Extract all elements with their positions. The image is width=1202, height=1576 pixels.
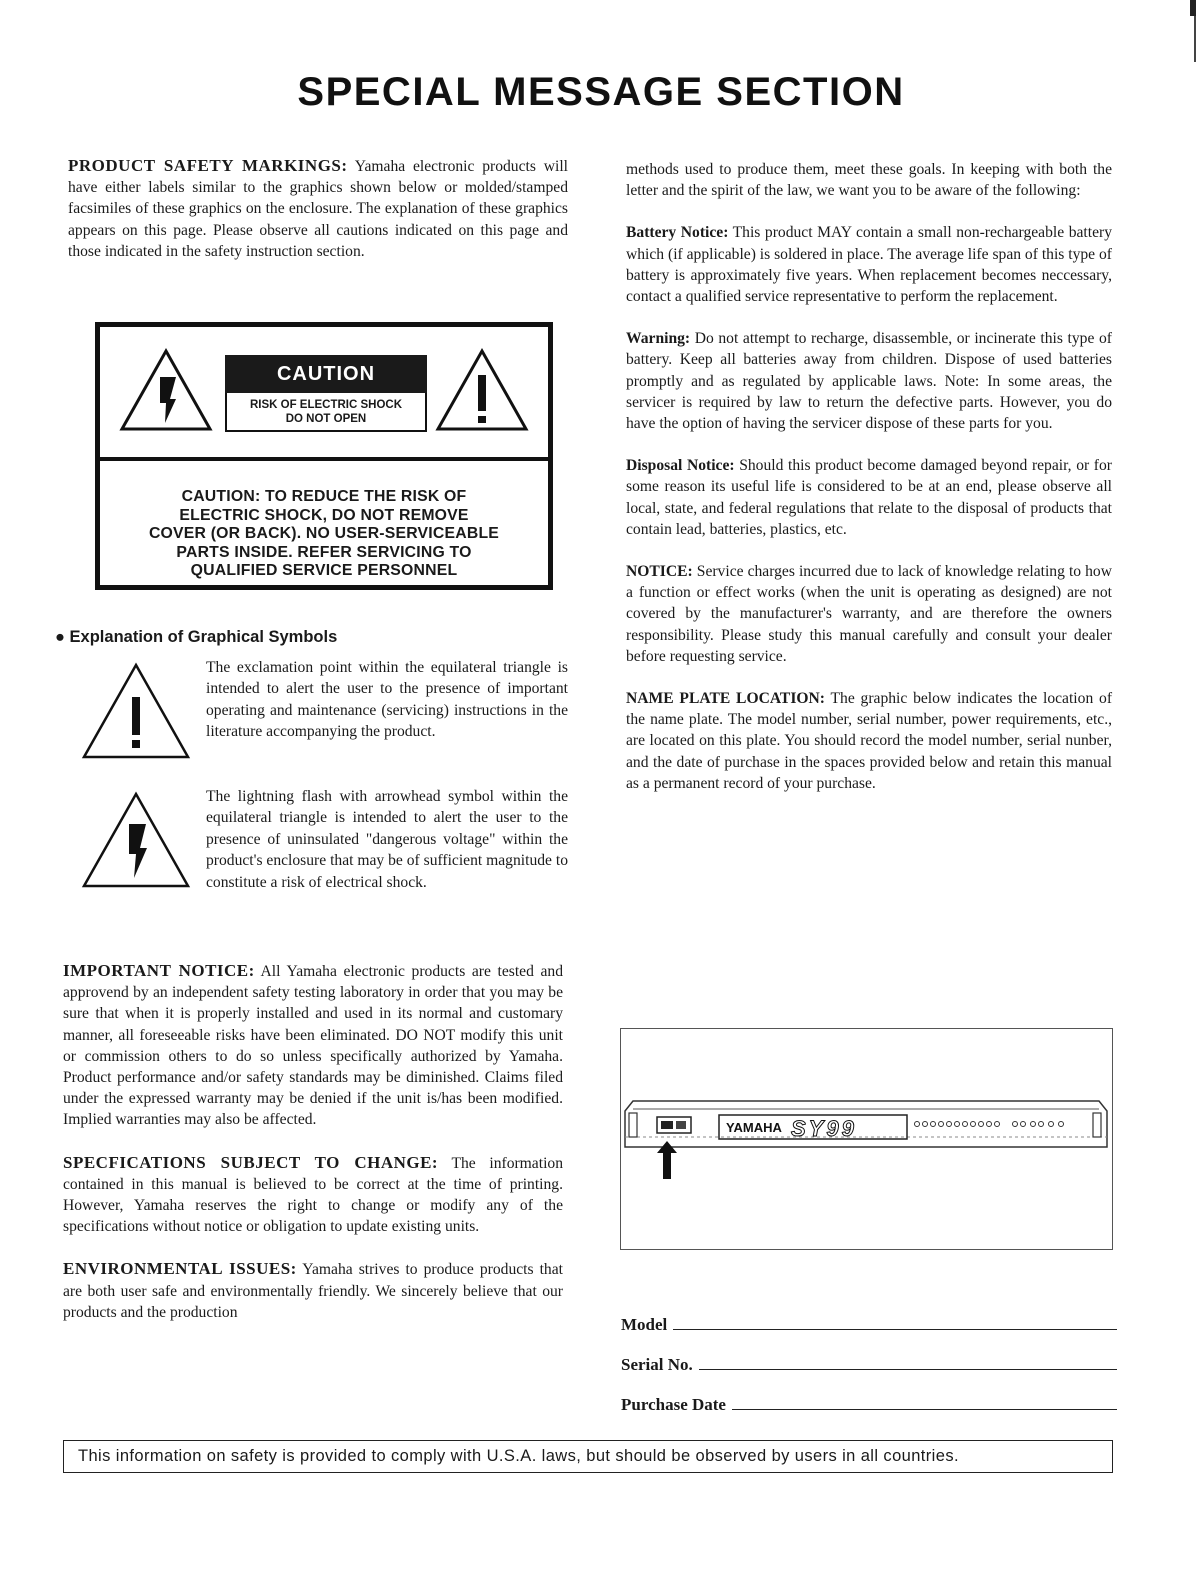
nameplate-text: The graphic below indicates the location of the name plate. The model number, serial number, power requirements, etc., are located on this plate. You should record the model number, serial nunber, and the date of purchase in the spaces provided below and retain this manual as a permanent record of your purchase. [626, 690, 1113, 792]
plate-model: SY99 [791, 1116, 857, 1141]
page-mark [1190, 0, 1196, 16]
important-notice-paragraph [63, 960, 563, 1131]
purchase-date-field[interactable] [621, 1375, 1121, 1415]
exclamation-triangle-icon [434, 347, 530, 433]
record-fields [621, 1295, 1121, 1415]
warning-paragraph [626, 328, 1112, 434]
model-line[interactable] [673, 1329, 1117, 1330]
environmental-paragraph [63, 1258, 563, 1323]
product-safety-text: Yamaha electronic products will have either labels similar to the graphics shown below or molded/stamped facsimiles of these graphics on the enclosure. The explanation of these graphics appears on this page. Please observe all cautions indicated on this page and those indicated in the safety instruction section. [68, 158, 568, 260]
left-column-bottom [63, 960, 563, 1344]
disposal-lead: Disposal Notice: [626, 457, 735, 475]
symbols-heading: ● Explanation of Graphical Symbols [55, 628, 338, 646]
lightning-triangle-icon [118, 347, 214, 433]
plate-brand: YAMAHA [726, 1120, 782, 1135]
notice-text: Service charges incurred due to lack of knowledge relating to how a function or effect works (when the unit is operating as designed) are not covered by the manufacturer's warranty, and are therefore the owners responsibility. Please study this manual carefully and consult your dealer before requesting service. [626, 563, 1112, 665]
left-column-top [68, 155, 568, 283]
caution-label [225, 355, 427, 432]
caution-sub-line1: RISK OF ELECTRIC SHOCK [249, 399, 403, 411]
important-notice-text: All Yamaha electronic products are tested and approvend by an independent safety testing laboratory in order that you may be sure that when it is properly installed and used in its normal and customary manner, all foreseeable risks have been eliminated. DO NOT modify this unit or commission others to do so unless specifically authorized by Yamaha. Product performance and/or safety standards may be diminished. Claims filed under the expressed warranty may be denied if the unit is/has been modified. Implied warranties may also be affected. [63, 963, 563, 1129]
disposal-paragraph [626, 455, 1112, 540]
specs-lead: SPECFICATIONS SUBJECT TO CHANGE: [63, 1152, 439, 1172]
continued-paragraph: methods used to produce them, meet these goals. In keeping with both the letter and the spirit of the law, we want you to be aware of the following: [626, 161, 1112, 200]
synth-rear-panel-illustration [621, 1029, 1111, 1248]
caution-text-line3: COVER (OR BACK). NO USER-SERVICEABLE [148, 525, 500, 543]
product-safety-paragraph [68, 155, 568, 262]
caution-text-line2: ELECTRIC SHOCK, DO NOT REMOVE [179, 506, 469, 524]
purchase-date-line[interactable] [732, 1409, 1117, 1410]
model-field[interactable] [621, 1295, 1121, 1335]
nameplate-lead: NAME PLATE LOCATION: [626, 690, 825, 708]
battery-paragraph [626, 222, 1112, 307]
product-safety-lead: PRODUCT SAFETY MARKINGS: [68, 156, 348, 175]
footer-notice: This information on safety is provided to comply with U.S.A. laws, but should be observed by users in all countries. [63, 1440, 1113, 1473]
page-title: SPECIAL MESSAGE SECTION [297, 70, 905, 114]
exclamation-explanation [68, 657, 568, 743]
caution-head: CAUTION [225, 355, 427, 393]
right-column [626, 159, 1112, 815]
serial-field[interactable] [621, 1335, 1121, 1375]
important-notice-lead: IMPORTANT NOTICE: [63, 961, 255, 980]
disposal-text: Should this product become damaged beyond repair, or for some reason its useful life is considered to be at an end, please observe all local, state, and federal regulations that relate to the disposal of products that contain lead, batteries, plastics, etc. [626, 457, 1112, 538]
exclamation-text: The exclamation point within the equilateral triangle is intended to alert the user to the presence of important operating and maintenance (servicing) instructions in the literature accompanying the product. [206, 659, 568, 741]
battery-text: This product MAY contain a small non-rechargeable battery which (if applicable) is soldered in place. The average life span of this type of battery is approximately five years. When replacement becomes neccessary, contact a qualified service representative to perform the replacement. [626, 224, 1112, 306]
nameplate-paragraph [626, 688, 1112, 794]
nameplate-graphic [620, 1028, 1113, 1250]
purchase-date-label: Purchase Date [621, 1395, 726, 1414]
exclamation-triangle-icon [80, 661, 192, 761]
warning-text: Do not attempt to recharge, disassemble, or incinerate this type of battery. Keep all batteries away from children. Dispose of used batteries promptly and as regulated by applicable laws. Note: In some areas, the servicer is required by law to return the defective parts. However, you do have the option of having the servicer dispose of these parts for you. [626, 330, 1112, 433]
caution-text-line5: QUALIFIED SERVICE PERSONNEL [190, 562, 458, 580]
caution-text-line1: CAUTION: TO REDUCE THE RISK OF [181, 488, 467, 505]
caution-text-line4: PARTS INSIDE. REFER SERVICING TO [176, 543, 472, 561]
lightning-explanation [68, 786, 568, 893]
caution-sub [225, 393, 427, 432]
lightning-text: The lightning flash with arrowhead symbol within the equilateral triangle is intended to alert the user to the presence of uninsulated "dangerous voltage" within the product's enclosure that may be of sufficient magnitude to constitute a risk of electrical shock. [206, 788, 568, 891]
caution-label-box [95, 322, 553, 590]
specs-paragraph [63, 1152, 563, 1238]
battery-lead: Battery Notice: [626, 224, 729, 242]
serial-line[interactable] [699, 1369, 1117, 1370]
environmental-text: Yamaha strives to produce products that are both user safe and environmentally friendly. We sincerely believe that our products and the production [63, 1261, 563, 1321]
notice-lead: NOTICE: [626, 563, 693, 581]
caution-sub-line2: DO NOT OPEN [285, 413, 367, 425]
caution-text [100, 461, 548, 581]
lightning-triangle-icon [80, 790, 192, 890]
caution-top-panel [100, 327, 548, 461]
warning-lead: Warning: [626, 330, 691, 348]
environmental-lead: ENVIRONMENTAL ISSUES: [63, 1259, 297, 1279]
notice-paragraph [626, 561, 1112, 667]
serial-label: Serial No. [621, 1355, 693, 1374]
specs-text: The information contained in this manual is believed to be correct at the time of printing. However, Yamaha reserves the right to change or modify any of the specifications without notice or obligation to update existing units. [63, 1154, 563, 1236]
model-label: Model [621, 1315, 668, 1334]
